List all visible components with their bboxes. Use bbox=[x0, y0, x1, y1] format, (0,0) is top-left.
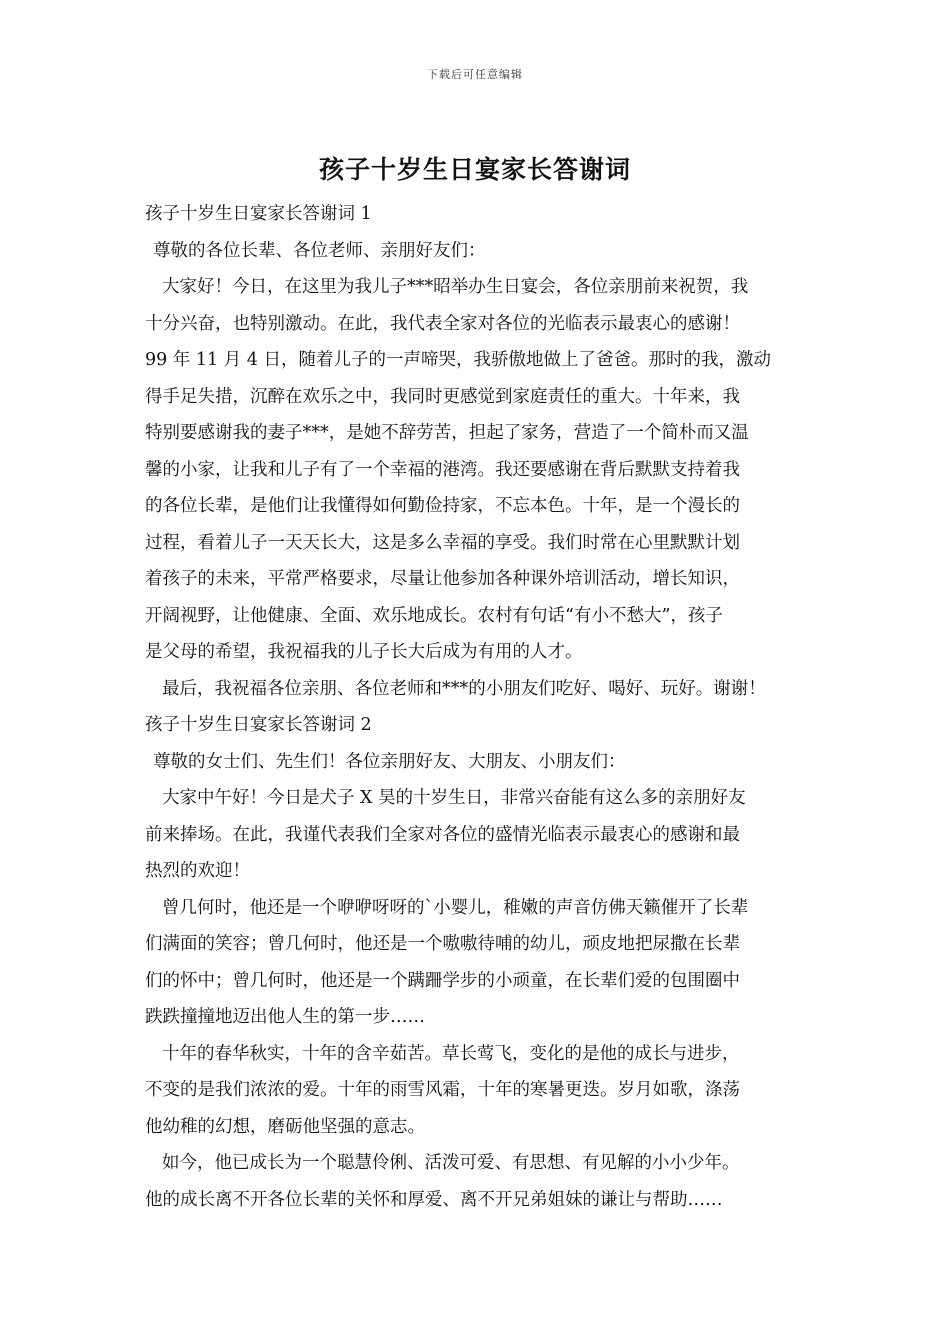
text-line: 他幼稚的幻想，磨砺他坚强的意志。 bbox=[145, 1116, 425, 1137]
text-line: 特别要感谢我的妻子***，是她不辞劳苦，担起了家务，营造了一个简朴而又温 bbox=[145, 423, 749, 443]
text-line: 不变的是我们浓浓的爱。十年的雨雪风霜，十年的寒暑更迭。岁月如歌，涤荡 bbox=[145, 1080, 740, 1100]
text-line: 最后，我祝福各位亲朋、各位老师和***的小朋友们吃好、喝好、玩好。谢谢！ bbox=[162, 678, 766, 699]
text-line: 过程，看着儿子一天天长大，这是多么幸福的享受。我们时常在心里默默计划 bbox=[145, 532, 740, 553]
text-line: 尊敬的女士们、先生们！各位亲朋好友、大朋友、小朋友们： bbox=[153, 751, 626, 772]
text-line: 大家好！今日，在这里为我儿子***昭举办生日宴会，各位亲朋前来祝贺，我 bbox=[162, 277, 749, 297]
text-line: 十年的春华秋实，十年的含辛茹苦。草长莺飞，变化的是他的成长与进步， bbox=[162, 1043, 740, 1064]
text-line: 的各位长辈，是他们让我懂得如何勤俭持家，不忘本色。十年，是一个漫长的 bbox=[145, 496, 740, 516]
text-line: 大家中午好！今日是犬子 X 昊的十岁生日，非常兴奋能有这么多的亲朋好友 bbox=[162, 788, 746, 808]
text-line: 跌跌撞撞地迈出他人生的第一步…… bbox=[145, 1007, 425, 1027]
text-line: 着孩子的未来，平常严格要求，尽量让他参加各种课外培训活动，增长知识， bbox=[145, 569, 740, 589]
text-line: 是父母的希望，我祝福我的儿子长大后成为有用的人才。 bbox=[145, 642, 583, 662]
text-line: 尊敬的各位长辈、各位老师、亲朋好友们： bbox=[153, 240, 486, 261]
text-line: 们满面的笑容；曾几何时，他还是一个嗷嗷待哺的幼儿，顽皮地把尿撒在长辈 bbox=[145, 934, 740, 954]
text-line: 热烈的欢迎！ bbox=[145, 861, 250, 881]
text-line: 前来捧场。在此，我谨代表我们全家对各位的盛情光临表示最衷心的感谢和最 bbox=[145, 824, 740, 845]
document-body bbox=[145, 196, 813, 1218]
text-line: 孩子十岁生日宴家长答谢词 2 bbox=[145, 715, 372, 735]
text-line: 得手足失措，沉醉在欢乐之中，我同时更感觉到家庭责任的重大。十年来，我 bbox=[145, 386, 740, 407]
text-line: 99 年 11 月 4 日，随着儿子的一声啼哭，我骄傲地做上了爸爸。那时的我，激动 bbox=[145, 350, 771, 370]
text-line: 如今，他已成长为一个聪慧伶俐、活泼可爱、有思想、有见解的小小少年。 bbox=[162, 1153, 740, 1173]
text-line: 馨的小家，让我和儿子有了一个幸福的港湾。我还要感谢在背后默默支持着我 bbox=[145, 459, 740, 480]
text-line: 十分兴奋，也特别激动。在此，我代表全家对各位的光临表示最衷心的感谢！ bbox=[145, 313, 740, 334]
header-note: 下载后可任意编辑 bbox=[427, 68, 523, 81]
text-line: 孩子十岁生日宴家长答谢词 1 bbox=[145, 204, 372, 224]
text-line: 们的怀中；曾几何时，他还是一个蹒跚学步的小顽童，在长辈们爱的包围圈中 bbox=[145, 970, 740, 991]
document-title: 孩子十岁生日宴家长答谢词 bbox=[318, 155, 631, 184]
text-line: 他的成长离不开各位长辈的关怀和厚爱、离不开兄弟姐妹的谦让与帮助…… bbox=[145, 1189, 723, 1210]
text-line: 开阔视野，让他健康、全面、欢乐地成长。农村有句话“有小不愁大”，孩子 bbox=[145, 605, 723, 626]
text-line: 曾几何时，他还是一个咿咿呀呀的`小婴儿，稚嫩的声音仿佛天籁催开了长辈 bbox=[162, 897, 749, 918]
